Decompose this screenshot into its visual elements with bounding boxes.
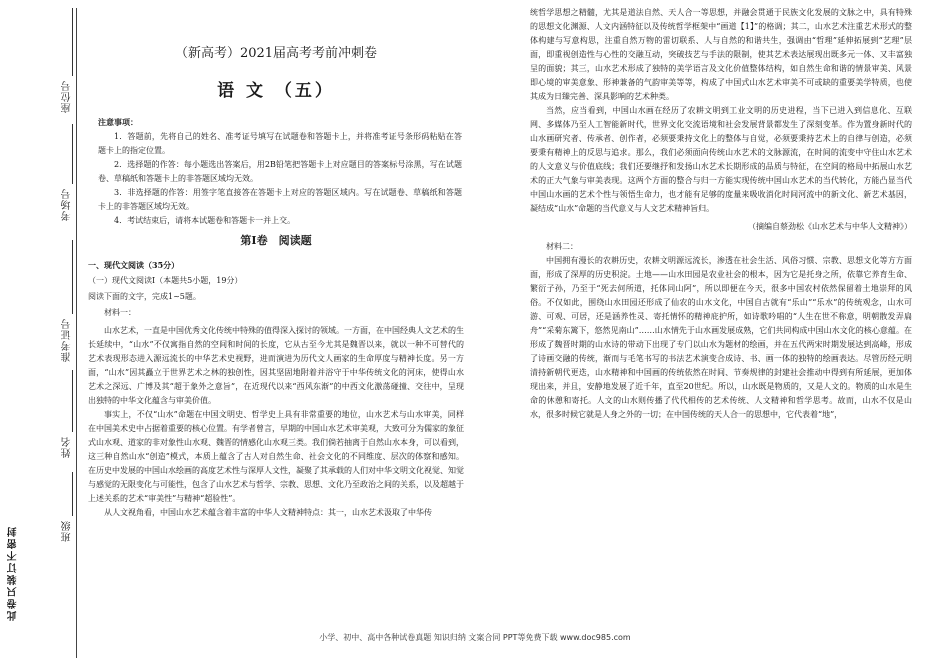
notice-item: 1．答题前，先将自己的姓名、准考证号填写在试题卷和答题卡上，并将准考证号条形码粘贴在答题卡上的指定位置。 bbox=[98, 132, 462, 155]
exam-room-label: 考场号 bbox=[62, 188, 73, 221]
source-citation: （摘编自蔡劲松《山水艺术与中华人文精神》） bbox=[748, 222, 912, 231]
right-column bbox=[530, 6, 912, 422]
sub-heading: （一）现代文阅读Ⅰ（本题共5小题，19分） bbox=[88, 276, 243, 285]
material-two-label: 材料二： bbox=[546, 242, 578, 251]
paragraph: 山水艺术，一直是中国优秀文化传统中特殊的值得深入探讨的领域。一方面，在中国经典人文艺术的生长延续中，“山水”不仅寓指自然的空间和时间的长度，它从古至今尤其是魏晋以来，就以一种不可替代的艺术表现形态进入源远流长的中华艺术史视野，进而演进为历代文人画家的生命厚度与精神长度。另一方面，“山水”因其矗立于世界艺术之林的独创性，因其坚固地附着并浴守于中华传统文化的河床，使得山水艺术之深远、广博及其“超于象外之意旨”，在近现代以来“西风东渐”的中西文化激荡碰撞、交往中，呈现出独特的中华文化蕴含与审美价值。 bbox=[88, 326, 464, 405]
paragraph: 从人文视角看，中国山水艺术蕴含着丰富的中华人文精神特点：其一，山水艺术汲取了中华传 bbox=[104, 508, 432, 517]
page-footer: 小学、初中、高中各种试卷真题 知识归纳 文案合同 PPT等免费下载 www.doc985.com bbox=[319, 633, 631, 642]
binding-strip bbox=[0, 0, 88, 672]
notice-heading: 注意事项： bbox=[98, 117, 138, 127]
material-one-label: 材料一： bbox=[104, 308, 136, 317]
material-one-text bbox=[88, 324, 464, 520]
exam-room-blank[interactable] bbox=[72, 124, 73, 184]
paragraph: 中国拥有漫长的农耕历史，农耕文明源远流长，渗透在社会生活、风俗习惯、宗教、思想文化等方方面面，形成了深厚的历史积淀。土地——山水田园是农业社会的根本，因为它是托身之所，依靠它养育生命、繁衍子孙，乃至于“死去何所道，托体同山阿”，所以即便在今天，很多中国农村依然保留着土地崇拜的风俗。不仅如此，围绕山水田园还形成了仙农的山水文化，中国自古就有“乐山”“乐水”的传统观念，山水可游、可观、可居，还是涵养性灵、寄托情怀的精神庇护所，如诗歌吟唱的“人生在世不称意，明朝散发弄扁舟”“采菊东篱下，悠然见南山”……山水情先于山水画发展成熟，它们共同构成中国山水文化的核心意蕴。在形成了魏晋时期的山水诗的带动下出现了专门以山水为题材的绘画，并在五代两宋时期发展达到高峰，形成了诗画交融的传统，渐而与毛笔书写的书法艺术演变合成诗、书、画一体的独特的绘画表达。尽管历经元明清持新朝代更迭，山水精神和中国画的传统依然在时间、节奏规律的封建社会推动中得到有所延展，更加体现出来，并且，安静地发展了近千年，直至20世纪。所以，山水既是物质的，又是人文的。物质的山水是生命的休憩和寄托。人文的山水则传播了代代相传的艺术传统、人文精神和哲学思考。故而，山水不仅是山水，很多时候它就是人身之外的一切；在中国传统的天人合一的思想中，它代表着“地”， bbox=[530, 256, 912, 419]
notice-item: 2．选择题的作答：每小题选出答案后，用2B铅笔把答题卡上对应题目的答案标号涂黑，写在试题卷、草稿纸和答题卡上的非答题区域均无效。 bbox=[98, 160, 462, 183]
binding-line bbox=[76, 8, 77, 658]
notice-item: 4．考试结束后，请将本试题卷和答题卡一并上交。 bbox=[114, 216, 296, 225]
name-blank[interactable] bbox=[72, 370, 73, 432]
class-blank[interactable] bbox=[72, 472, 73, 516]
ticket-number-label: 准考证号 bbox=[62, 318, 73, 362]
name-label: 姓名 bbox=[62, 436, 73, 458]
part-heading: 一、现代文阅读（35分） bbox=[88, 260, 180, 270]
notice-list bbox=[98, 130, 462, 228]
instruction: 阅读下面的文字，完成1~5题。 bbox=[88, 292, 201, 301]
seat-number-blank[interactable] bbox=[72, 8, 73, 76]
class-label: 班级 bbox=[62, 520, 73, 542]
paragraph: 事实上，不仅“山水”命题在中国文明史、哲学史上具有非常重要的地位，山水艺术与山水审美，同样在中国美术史中占据着重要的核心位置。有学者曾言，早期的中国山水艺术审美观，大致可分为儒家的象征式山水观、道家的非对象性山水观、魏晋的情感化山水观三类。我们倘若抽离于自然山水本身，可以看到，这三种自然山水“创造”模式，本质上蕴含了古人对自然生命、社会文化的不同维度、层次的体察和感知。在历史中发展的中国山水绘画的高度艺术性与深厚人文性，凝聚了其承载的人们对中华文明文化视觉、知觉与感觉的无限变化与可能性，包含了山水艺术与哲学、宗教、思想、文化乃至政治之间的关系，以及超越于上述关系的艺术“审美性”与精神“超验性”。 bbox=[88, 410, 464, 503]
seal-notice: 此卷只装订不密封 bbox=[8, 525, 19, 621]
section-title: 第Ⅰ卷 阅读题 bbox=[240, 234, 312, 247]
notice-item: 3．非选择题的作答：用签字笔直接答在答题卡上对应的答题区域内。写在试题卷、草稿纸和答题卡上的非答题区域均无效。 bbox=[98, 188, 462, 211]
paragraph: 当然，应当看到，中国山水画在经历了农耕文明到工业文明的历史进程，当下已进入到信息化、互联网、多媒体乃至人工智能新时代，世界文化交流语境和社会发展背景都发生了深刻变革。作为置身新时代的山水画研究者、传承者、创作者，必须要秉持文化上的整体与自觉，必须要秉持艺术上的自律与创造，必须要秉有精神上的反思与追求。那么，我们必须面向传统山水艺术的文脉源流，在时间的流变中守住山水艺术的人文意义与价值底线；我们还要继抒和发扬山水艺术长期形成的品质与特征，在空间的格局中拓展山水艺术的正大气象与审美表现。这两个方面的整合与归一方能实现传统中国山水艺术的当代转化，方能凸显当代中国山水画的艺术个性与领悟生命力，也才能有足够的度量来吸收消化时间河流中的新文化、新艺术基因，凝结成“山水”命题的当代意义与人文艺术精神旨归。 bbox=[530, 106, 912, 213]
exam-title: （新高考）2021届高考考前冲刺卷 bbox=[174, 46, 378, 61]
paragraph: 统哲学思想之精髓，尤其是道法自然、天人合一等思想，并融会贯通于民族文化发展的文脉之中，具有特殊的思想文化渊源、人文内涵特征以及传统哲学框架中“画道【1】”的格调；其二，山水艺术注重艺术形式的整体构建与写意构思，注重自然万物的雷切联系、人与自然的和谐共生，强调由“哲理”延伸拓展到“艺理”层面，即重视创造性与心性的交融互动，突破技艺与手法的限制，使其艺术表达展现出既多元一体、又丰富独呈的面貌；其三，山水艺术形成了独特的美学语言及文化价值整体结构，如自然生命和谐的情景审美、风景即心境的审美意象、形神兼备的气韵审美等等，构成了中国式山水艺术审美不可或缺的重要美学特质，也使其成为日臻完善、深具影响的艺术种类。 bbox=[530, 8, 912, 101]
seat-number-label: 座位号 bbox=[62, 80, 73, 113]
subject-title: 语 文 （五） bbox=[217, 81, 335, 101]
ticket-number-blank[interactable] bbox=[72, 240, 73, 314]
